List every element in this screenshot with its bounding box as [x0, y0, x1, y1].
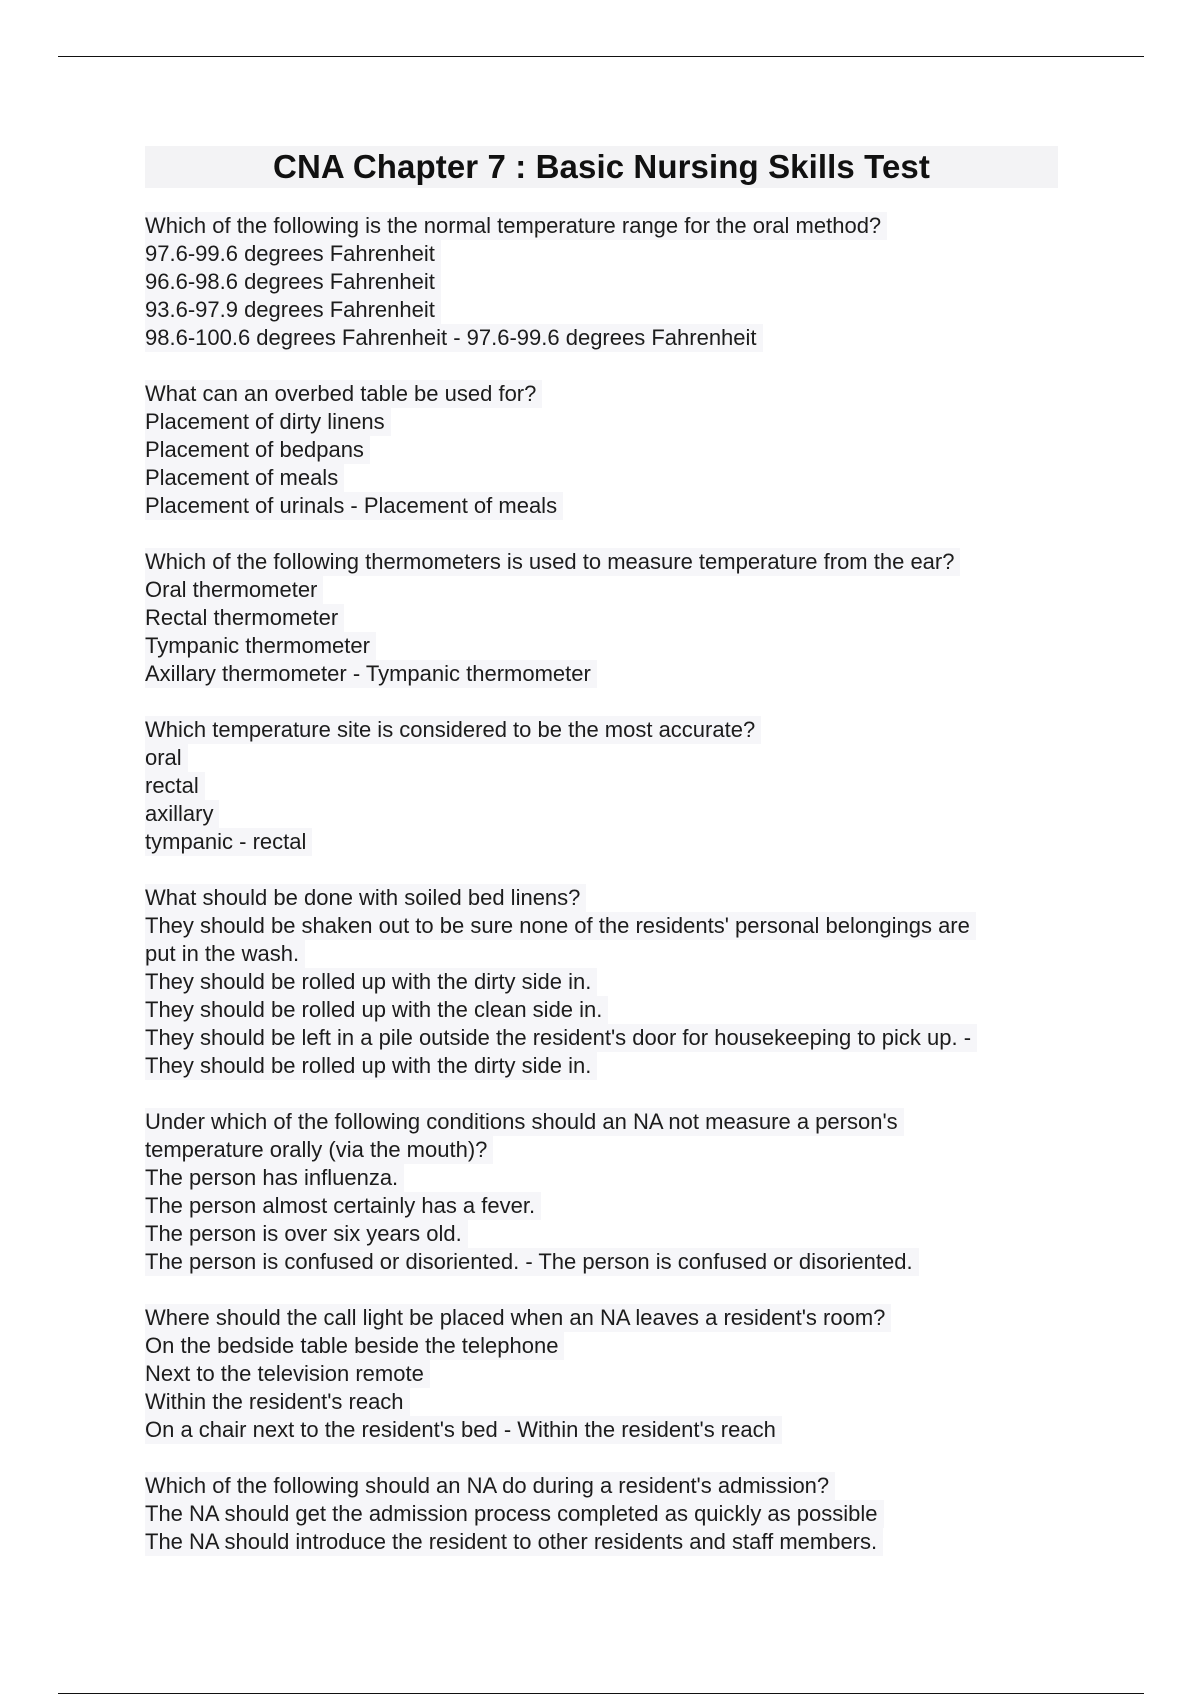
question-block-6 [145, 1108, 1058, 1276]
answer-option-with-answer: Axillary thermometer - Tympanic thermometer [145, 660, 597, 688]
question-block-5 [145, 884, 1058, 1080]
answer-option: 93.6-97.9 degrees Fahrenheit [145, 296, 441, 324]
answer-option: Placement of meals [145, 464, 344, 492]
answer-option: Placement of dirty linens [145, 408, 391, 436]
answer-option: 97.6-99.6 degrees Fahrenheit [145, 240, 441, 268]
question-block-2 [145, 380, 1058, 520]
question-text: Under which of the following conditions should an NA not measure a person's [145, 1108, 904, 1136]
question-text: Where should the call light be placed when an NA leaves a resident's room? [145, 1304, 891, 1332]
answer-option: The person is over six years old. [145, 1220, 468, 1248]
answer-option: Placement of bedpans [145, 436, 370, 464]
answer-option: rectal [145, 772, 205, 800]
answer-option: oral [145, 744, 188, 772]
question-block-7 [145, 1304, 1058, 1444]
answer-option: On the bedside table beside the telephone [145, 1332, 564, 1360]
answer-option: Oral thermometer [145, 576, 323, 604]
question-text-continued: temperature orally (via the mouth)? [145, 1136, 493, 1164]
answer-option: They should be rolled up with the dirty side in. [145, 968, 597, 996]
answer-option-with-answer: tympanic - rectal [145, 828, 312, 856]
answer-option: Rectal thermometer [145, 604, 344, 632]
answer-option-with-answer: 98.6-100.6 degrees Fahrenheit - 97.6-99.6 degrees Fahrenheit [145, 324, 763, 352]
answer-option: axillary [145, 800, 219, 828]
top-divider [58, 56, 1144, 57]
document-body [145, 146, 1058, 1584]
answer-option: The NA should introduce the resident to other residents and staff members. [145, 1528, 883, 1556]
question-text: Which temperature site is considered to be the most accurate? [145, 716, 761, 744]
answer-option: Tympanic thermometer [145, 632, 376, 660]
question-text: What should be done with soiled bed linens? [145, 884, 586, 912]
answer-option-with-answer: The person is confused or disoriented. - The person is confused or disoriented. [145, 1248, 919, 1276]
answer-option: 96.6-98.6 degrees Fahrenheit [145, 268, 441, 296]
title-band [145, 146, 1058, 188]
answer-option-with-answer: They should be left in a pile outside the resident's door for housekeeping to pick up. - [145, 1024, 977, 1052]
question-block-4 [145, 716, 1058, 856]
page-title: CNA Chapter 7 : Basic Nursing Skills Test [273, 148, 930, 185]
question-text: Which of the following thermometers is used to measure temperature from the ear? [145, 548, 960, 576]
question-block-8 [145, 1472, 1058, 1556]
answer-option: Next to the television remote [145, 1360, 430, 1388]
question-block-1 [145, 212, 1058, 352]
question-text: Which of the following should an NA do during a resident's admission? [145, 1472, 835, 1500]
answer-option: The NA should get the admission process completed as quickly as possible [145, 1500, 884, 1528]
question-text: Which of the following is the normal temperature range for the oral method? [145, 212, 887, 240]
answer-option: They should be shaken out to be sure none of the residents' personal belongings are [145, 912, 976, 940]
answer-option-with-answer: On a chair next to the resident's bed - Within the resident's reach [145, 1416, 782, 1444]
question-block-3 [145, 548, 1058, 688]
answer-option: They should be rolled up with the clean side in. [145, 996, 608, 1024]
answer-option: Within the resident's reach [145, 1388, 410, 1416]
answer-option: The person almost certainly has a fever. [145, 1192, 541, 1220]
answer-option: The person has influenza. [145, 1164, 404, 1192]
answer-text: They should be rolled up with the dirty side in. [145, 1052, 597, 1080]
answer-option-continued: put in the wash. [145, 940, 305, 968]
answer-option-with-answer: Placement of urinals - Placement of meals [145, 492, 563, 520]
bottom-divider [58, 1693, 1144, 1694]
question-text: What can an overbed table be used for? [145, 380, 542, 408]
